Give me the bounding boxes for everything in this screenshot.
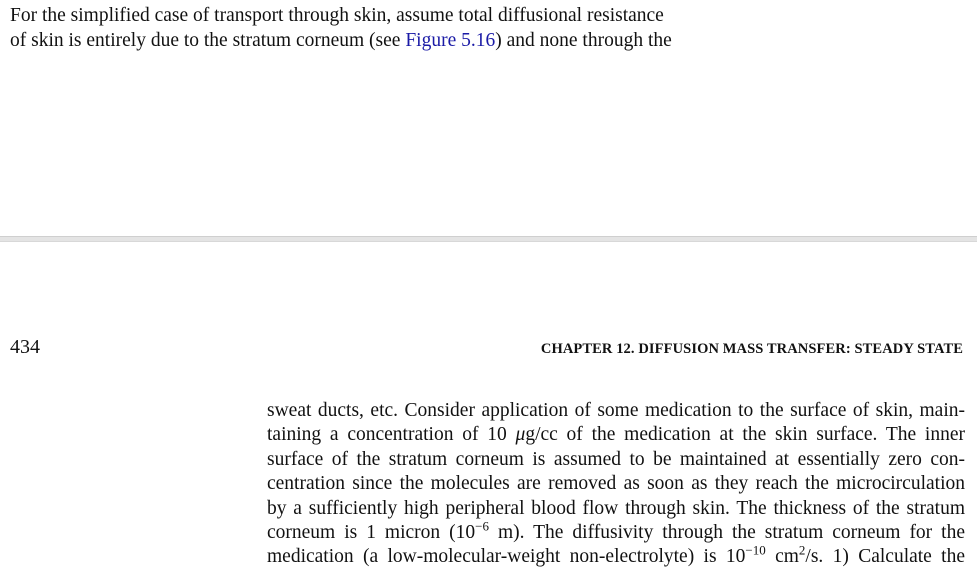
text-run: medication (a low-molecular-weight non-electrolyte) is 10 [267,546,746,568]
running-head: CHAPTER 12. DIFFUSION MASS TRANSFER: STEADY STATE [540,341,963,357]
text-run: of skin is entirely due to the stratum corneum (see [10,29,406,51]
page-number: 434 [10,336,40,358]
body-paragraph [267,399,965,570]
exponent: −10 [745,542,766,558]
mu-symbol: μ [515,424,526,446]
text-run: ) and none through the [495,29,672,51]
text-line: by a sufficiently high peripheral blood flow through skin. The thickness of the stratum [267,497,965,519]
text-line: centration since the molecules are removed as soon as they reach the microcirculation [267,473,965,495]
exponent: 2 [798,542,806,558]
text-run: cm [765,546,799,568]
text-line [10,29,730,54]
text-run: taining a concentration of 10 [267,424,516,446]
text-run: m). The diffusivity through the stratum corneum for the [488,521,965,543]
previous-page-fragment [0,0,977,236]
text-line: sweat ducts, etc. Consider application of some medication to the surface of skin, main- [267,400,965,421]
text-run: /s. 1) Calculate the [805,546,965,568]
text-run: corneum is 1 micron (10 [267,521,476,543]
page-separator [0,236,977,242]
text-line [267,518,965,545]
text-line [267,542,965,569]
text-line: For the simplified case of transport through skin, assume total diffusional resistance [10,5,664,26]
text-line: surface of the stratum corneum is assumed to be maintained at essentially zero con- [267,448,965,470]
exponent: −6 [475,518,489,534]
paragraph-fragment-top [10,4,730,53]
text-run: g/cc of the medication at the skin surface. The inner [525,424,965,446]
text-line [267,423,965,447]
figure-link[interactable]: Figure 5.16 [405,29,496,51]
